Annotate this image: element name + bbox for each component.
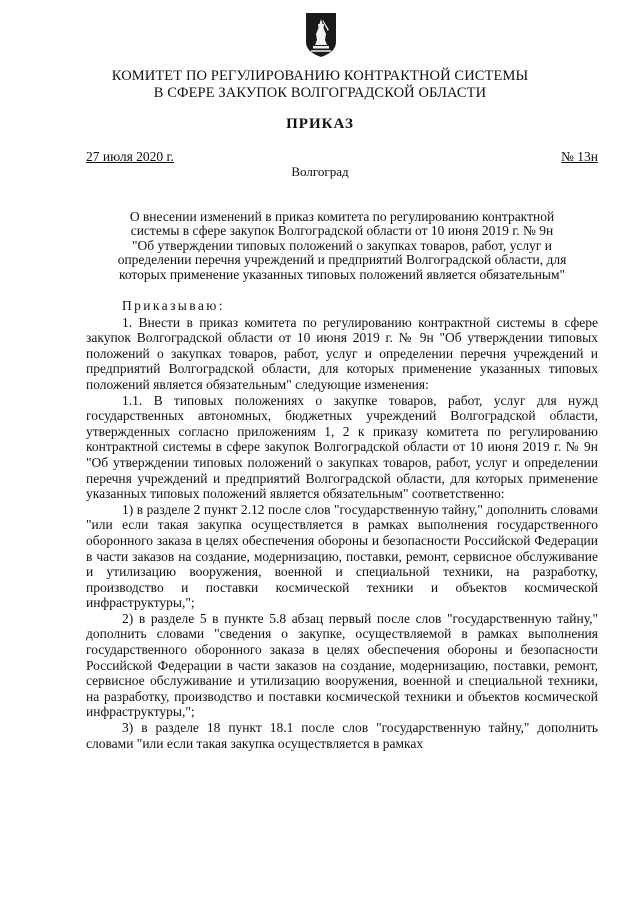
document-date: 27 июля 2020 г. [86, 149, 174, 164]
document-type: ПРИКАЗ [286, 116, 354, 132]
document-body [86, 298, 598, 751]
organization-name-line-1: КОМИТЕТ ПО РЕГУЛИРОВАНИЮ КОНТРАКТНОЙ СИСТЕМЫ [111, 68, 529, 84]
list-item-2: 2) в разделе 5 в пункте 5.8 абзац первый после слов "государственную тайну," дополнить словами "сведения о закупке, осуществляемой в рамках выполнения государственного оборонного заказа в целях обеспечения обороны и безопасности Российской Федерации в части заказов на создание, модернизацию, поставки, ремонт, сервисное обслуживание и утилизацию вооружения, военной и специальной техники, на разработку, производство и поставки космической техники и объектов космической инфраструктуры,"; [86, 610, 598, 720]
list-item-1: 1) в разделе 2 пункт 2.12 после слов "государственную тайну," дополнить словами "или если такая закупка осуществляется в рамках выполнения государственного оборонного заказа в целях обеспечения обороны и безопасности Российской Федерации в части заказов на создание, модернизацию, поставки, ремонт, сервисное обслуживание и утилизацию вооружения, военной и специальной техники, на разработку, производство и поставки космической техники и объектов космической инфраструктуры,"; [86, 501, 598, 611]
subject-line-3: "Об утверждении типовых положений о закупках товаров, работ, услуг и [132, 237, 552, 253]
subject-line-5: которых применение указанных типовых положений является обязательным" [118, 266, 566, 282]
subject-line-1: О внесении изменений в приказ комитета по регулированию контрактной [129, 209, 555, 224]
organization-name [0, 68, 640, 102]
subject-line-2: системы в сфере закупок Волгоградской области от 10 июня 2019 г. № 9н [130, 223, 554, 239]
document-subject [86, 210, 598, 282]
organization-name-line-2: В СФЕРЕ ЗАКУПОК ВОЛГОГРАДСКОЙ ОБЛАСТИ [153, 85, 487, 101]
paragraph-1-1: 1.1. В типовых положениях о закупке товаров, работ, услуг для нужд государственных автономных, бюджетных учреждений Волгоградской области, утвержденных согласно приложениям 1, 2 к приказу комитета по регулированию контрактной системы в сфере закупок Волгоградской области от 10 июня 2019 г. № 9н "Об утверждении типовых положений о закупках товаров, работ, услуг и определении перечня учреждений и предприятий Волгоградской области, для которых применение указанных типовых положений является обязательным" соответственно: [86, 392, 598, 502]
volgograd-coat-of-arms-icon [305, 12, 337, 58]
list-item-3: 3) в разделе 18 пункт 18.1 после слов "государственную тайну," дополнить словами "или если такая закупка осуществляется в рамках [86, 720, 598, 751]
paragraph-1: 1. Внести в приказ комитета по регулированию контрактной системы в сфере закупок Волгоградской области от 10 июня 2019 г. № 9н "Об утверждении типовых положений о закупках товаров, работ, услуг и определении перечня учреждений и предприятий Волгоградской области, для которых применение указанных типовых положений является обязательным" следующие изменения: [86, 314, 598, 392]
document-number: № 13н [561, 149, 598, 164]
order-word: Приказываю: [122, 298, 225, 313]
document-city: Волгоград [291, 164, 349, 179]
subject-line-4: определении перечня учреждений и предприятий Волгоградской области, для [117, 252, 567, 268]
